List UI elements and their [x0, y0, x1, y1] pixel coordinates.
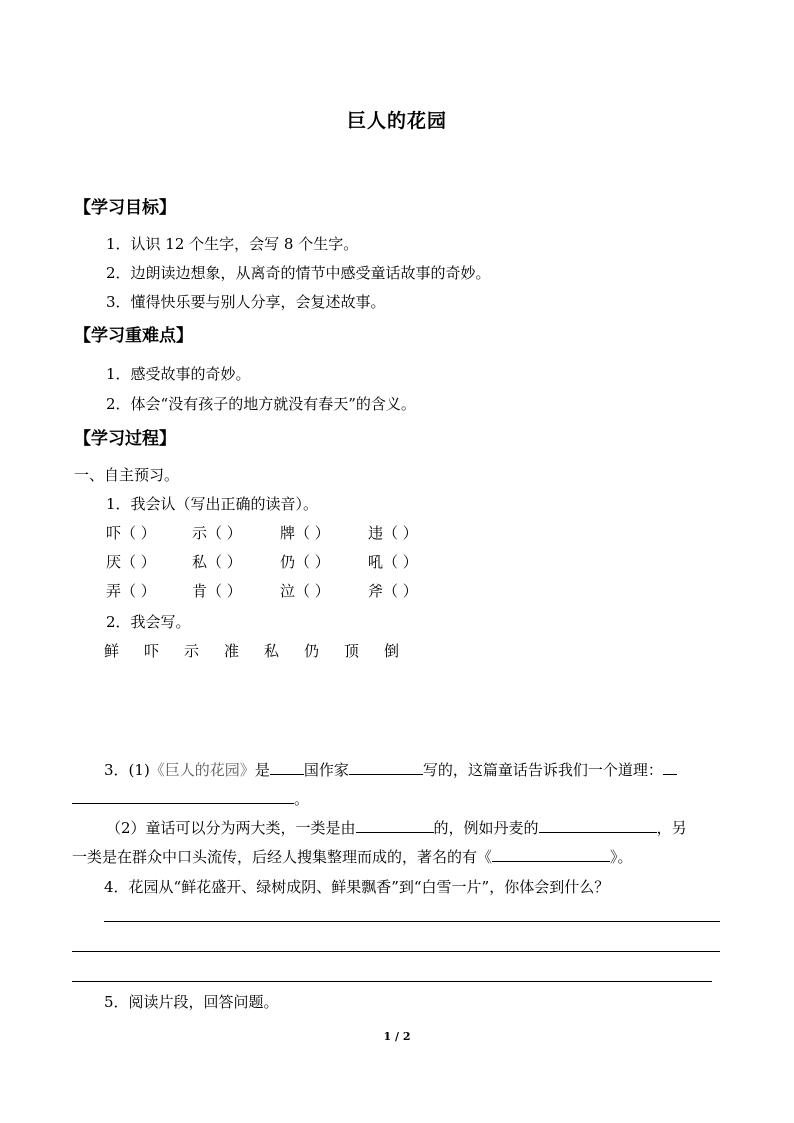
answer-line[interactable] [72, 951, 720, 952]
goal-item: 3．懂得快乐要与别人分享，会复述故事。 [106, 293, 386, 311]
heading-learning-goals: 【学习目标】 [74, 198, 176, 218]
write-char: 倒 [384, 642, 400, 660]
write-char: 仍 [304, 642, 320, 660]
blank-lesson[interactable] [72, 789, 294, 804]
key-point-item: 1．感受故事的奇妙。 [106, 365, 251, 383]
book-title: 《巨人的花园》 [149, 761, 255, 779]
question-3-line1 [104, 759, 677, 780]
write-char: 示 [184, 642, 200, 660]
question-3-number: 3．(1) [104, 761, 150, 779]
pinyin-item: 吓（ ） [106, 524, 156, 542]
pinyin-item: 牌（ ） [280, 524, 330, 542]
part-self-preview: 一、自主预习。 [74, 466, 180, 484]
question-3-line2 [72, 788, 309, 809]
pinyin-item: 泣（ ） [280, 582, 330, 600]
pinyin-item: 肯（ ） [192, 582, 242, 600]
pinyin-item: 斧（ ） [368, 582, 418, 600]
blank-lesson-start[interactable] [663, 760, 677, 775]
heading-learning-process: 【学习过程】 [74, 429, 176, 449]
key-point-item: 2．体会“没有孩子的地方就没有春天”的含义。 [106, 395, 416, 413]
goal-item: 2．边朗读边想象，从离奇的情节中感受童话故事的奇妙。 [106, 264, 491, 282]
text: （2）童话可以分为两大类，一类是由 [106, 819, 356, 837]
pinyin-item: 弄（ ） [106, 582, 156, 600]
question-4: 4．花园从“鲜花盛开、绿树成阴、鲜果飘香”到“白雪一片”，你体会到什么？ [104, 878, 610, 896]
question-1: 1．我会认（写出正确的读音）。 [106, 495, 319, 513]
text: 写的，这篇童话告诉我们一个道理： [422, 761, 663, 779]
question-3-part3 [72, 846, 633, 867]
blank-nationality[interactable] [270, 760, 304, 775]
page-title: 巨人的花园 [346, 110, 447, 132]
answer-line[interactable] [72, 981, 712, 982]
write-char: 私 [264, 642, 280, 660]
pinyin-item: 违（ ） [368, 524, 418, 542]
question-5: 5．阅读片段，回答问题。 [104, 993, 279, 1011]
question-3-part2 [106, 817, 687, 838]
write-char: 顶 [344, 642, 360, 660]
blank-danish-example[interactable] [539, 818, 657, 833]
text: 的，例如丹麦的 [433, 819, 539, 837]
goal-item: 1．认识 12 个生字，会写 8 个生字。 [106, 235, 359, 253]
blank-author[interactable] [349, 760, 423, 775]
heading-key-points: 【学习重难点】 [74, 326, 193, 346]
text: ，另 [656, 819, 687, 837]
text: 。 [294, 790, 310, 808]
text: 》。 [610, 848, 633, 866]
page-number: 1 / 2 [383, 1030, 411, 1043]
blank-folk-tale[interactable] [492, 847, 610, 862]
answer-line[interactable] [104, 921, 720, 922]
text: 一类是在群众中口头流传，后经人搜集整理而成的，著名的有《 [72, 848, 493, 866]
pinyin-item: 私（ ） [192, 553, 242, 571]
pinyin-item: 吼（ ） [368, 553, 418, 571]
blank-fairy-type[interactable] [356, 818, 434, 833]
question-2: 2．我会写。 [106, 613, 191, 631]
pinyin-item: 示（ ） [192, 524, 242, 542]
write-char: 吓 [144, 642, 160, 660]
write-char: 准 [224, 642, 240, 660]
pinyin-item: 厌（ ） [106, 553, 156, 571]
pinyin-item: 仍（ ） [280, 553, 330, 571]
write-char: 鲜 [104, 642, 120, 660]
text: 国作家 [303, 761, 349, 779]
text: 是 [254, 761, 270, 779]
